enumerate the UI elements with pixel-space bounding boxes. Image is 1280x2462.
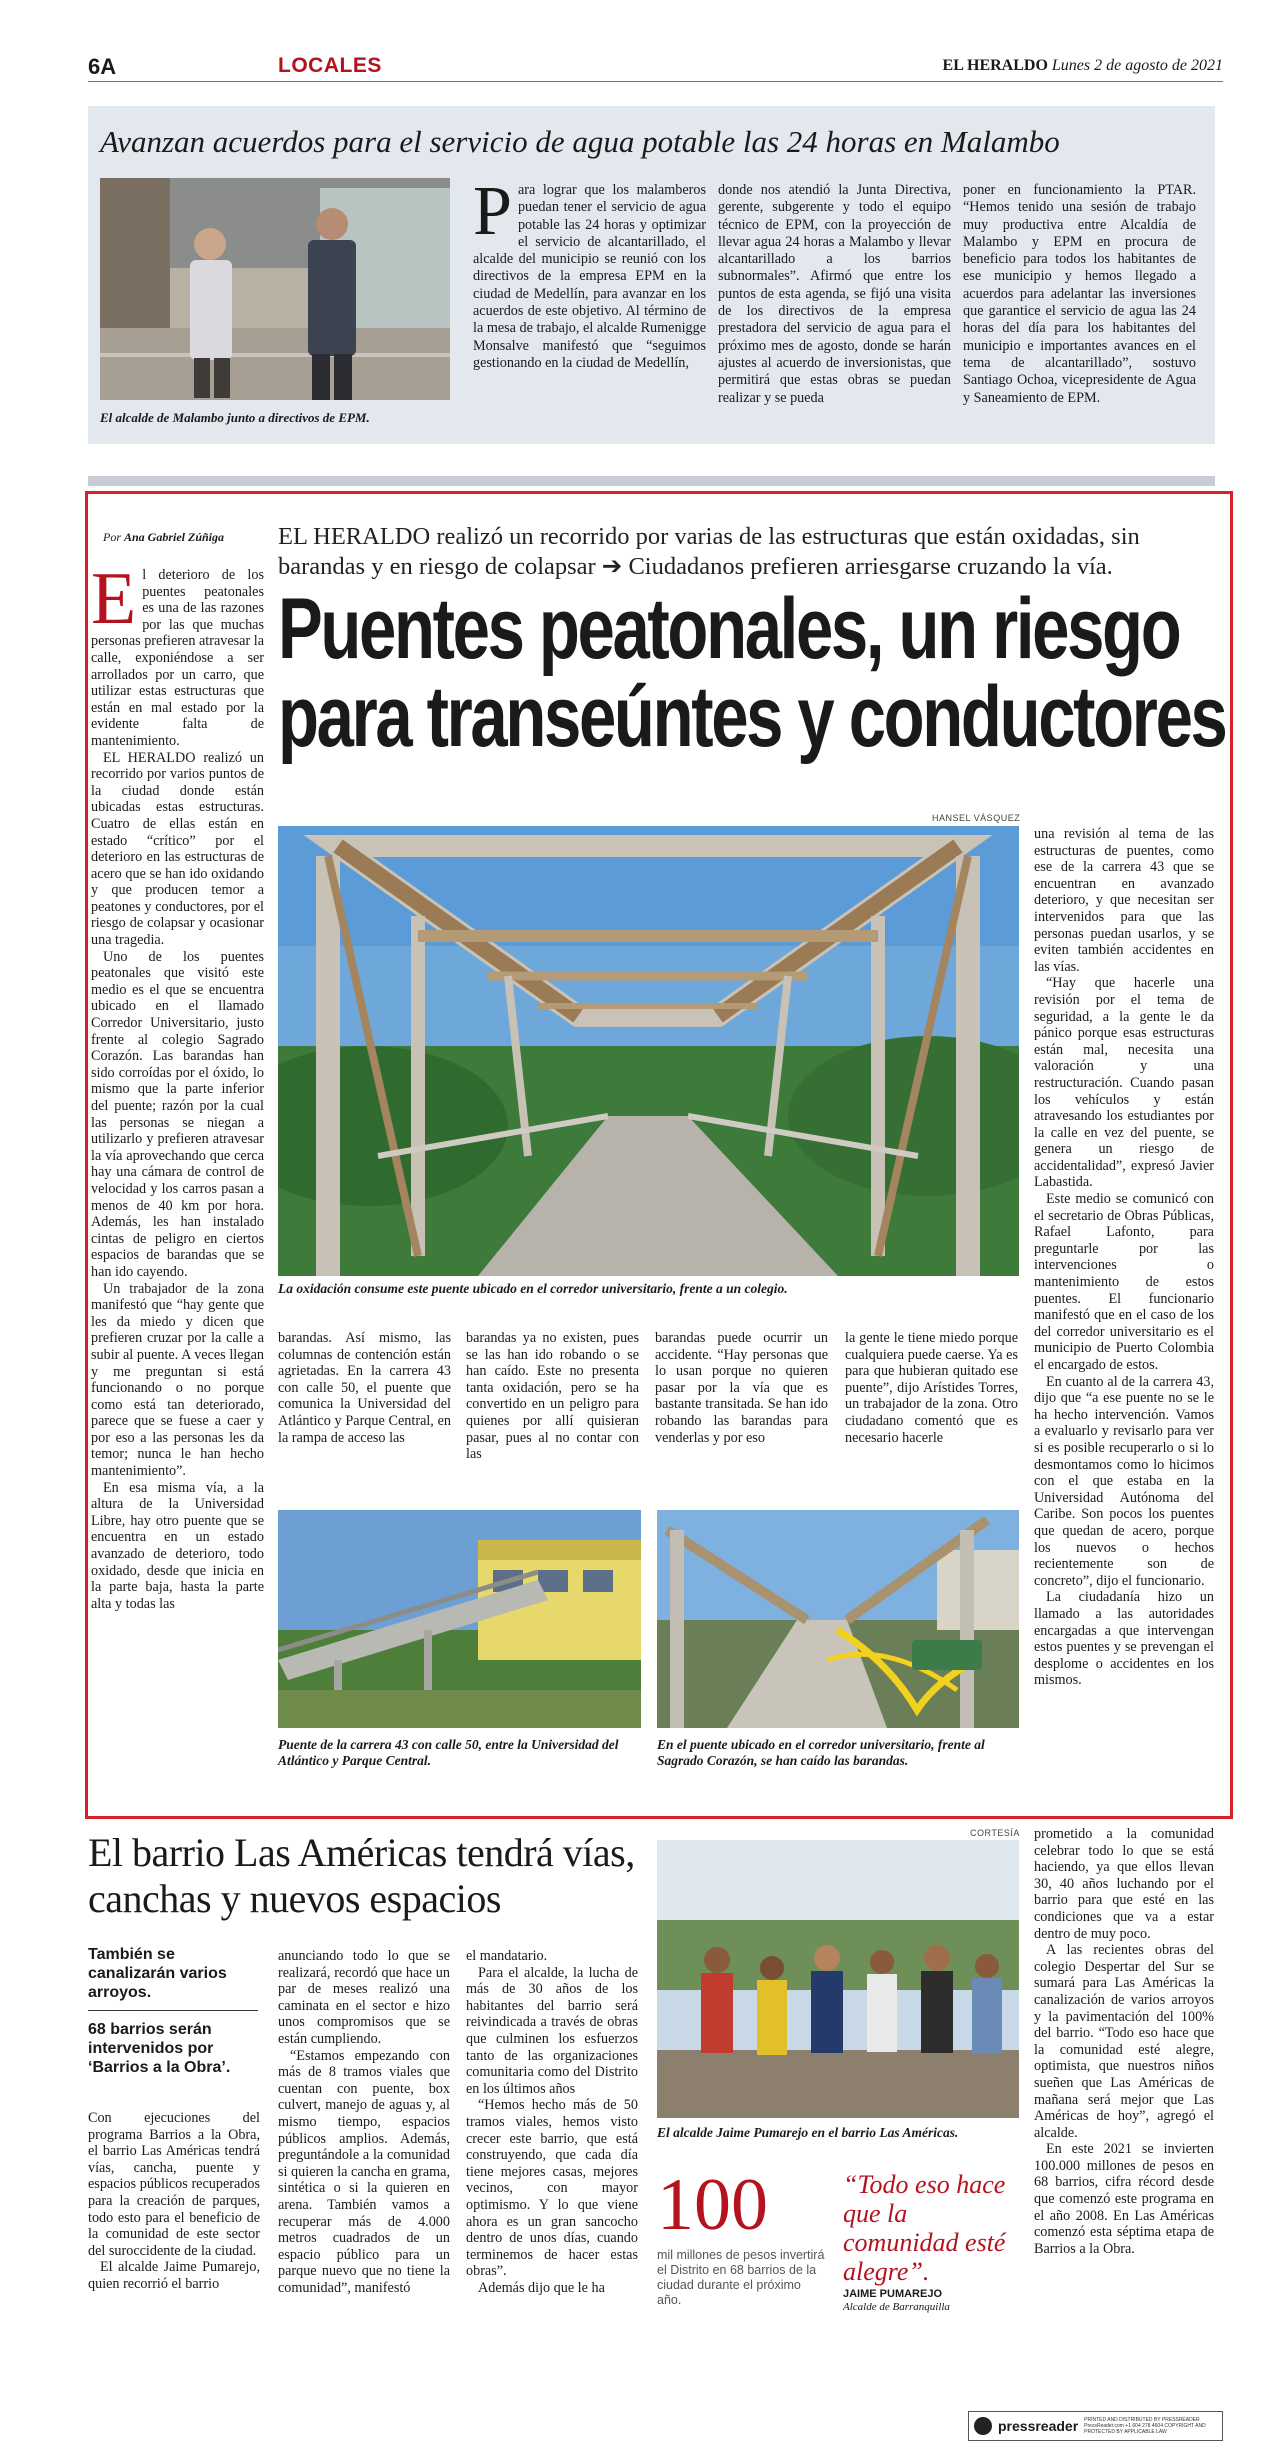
main-mid-column-3: barandas puede ocurrir un accidente. “Hay personas que lo usan porque no quieren pasar por la vía que es bastante transitada. Se han ido robando las barandas para venderlas y por eso	[655, 1330, 828, 1446]
main-mid-column-2: barandas ya no existen, pues se las han ido robando o se han caído. Este no presenta tanta oxidación, pero se ha convertido en un peligro para quienes por allí quisieran pasar, pues al no contar con las	[466, 1330, 639, 1463]
main-photo-credit: HANSEL VÁSQUEZ	[932, 813, 1021, 823]
top-article-column-3: poner en funcionamiento la PTAR. “Hemos tenido una sesión de trabajo muy productiva entre Alcaldía de Malambo y EPM en procura de beneficio para todos los habitantes de ese municipio y hemos llegado a acuerdos para adelantar las inversiones que garantice el servicio de agua las 24 horas del día para los habitantes del municipio e importantes avances en el tema de alcantarillado”, sostuvo Santiago Ochoa, vicepresidente de Agua y Saneamiento de EPM.	[963, 182, 1196, 406]
bottom-highlight-1: También se canalizarán varios arroyos.	[88, 1946, 227, 2001]
main-article-left-column	[91, 558, 264, 1612]
left-col-paragraph: l deterioro de los puentes peatonales es una de las razones por las que muchas personas prefieren atravesar la calle, exponiéndose a ser arrollados por un carro, que utilizar estas estructuras que están en mal estado por la evidente falta de mantenimiento.	[91, 567, 264, 749]
right-col-paragraph: En cuanto al de la carrera 43, dijo que “a ese puente no se le ha hecho intervención. Vamos a evaluarlo y revisarlo para ver si es posible recuperarlo o si lo desmontamos como lo hicimos con el que estaba en la Universidad Autónoma del Caribe. Son pocos los puentes que quedan de acero, porque los nuevos o hechos recientemente son de concreto”, dijo el funcionario.	[1034, 1373, 1214, 1589]
bottom-col2-paragraph: “Estamos empezando con más de 8 tramos viales que cuentan con puente, box culvert, manejo de aguas y, al mismo tiempo, espacios públicos amplios. Además, preguntándole a la comunidad si quieren la cancha en grama, sintética o si la quieren en arena. También vamos a recuperar más de 4.000 metros cuadrados de un espacio público para un parque nuevo que no tiene la comunidad”, manifestó	[278, 2047, 450, 2296]
bottom-article-column-1	[88, 2110, 260, 2293]
left-col-paragraph: Uno de los puentes peatonales que visitó este medio es el que se encuentra ubicado en el llamado Corredor Universitario, justo frente al colegio Sagrado Corazón. Las barandas han sido corroídas por el óxido, lo mismo que la parte inferior del puente; razón por la cual las personas se niegan a utilizarlo y prefieren atravesar la vía aprovechando que cerca hay una cámara de control de velocidad y los carros pasan a menos de 40 km por hora. Además, les han instalado cintas de peligro en ciertos espacios de barandas que se han ido cayendo.	[91, 948, 264, 1280]
stat-number: 100	[657, 2164, 768, 2246]
highlight-divider	[88, 2010, 258, 2011]
bottom-col4-paragraph: prometido a la comunidad celebrar todo lo que se está haciendo, ya que ellos llevan 30, 40 años luchando por el barrio para que esté en las condiciones que va a estar dentro de muy poco.	[1034, 1826, 1214, 1942]
quote-author-role: Alcalde de Barranquilla	[843, 2301, 950, 2313]
paper-name: EL HERALDO	[942, 57, 1048, 74]
left-col-paragraph: EL HERALDO realizó un recorrido por varios puntos de la ciudad donde están ubicadas estas estructuras. Cuatro de ellas están en estado “crítico” por el deterioro en las estructuras de acero que se han ido oxidando y que producen temor a peatones y conductores, por el riesgo de colapsar y ocasionar una tragedia.	[91, 749, 264, 949]
pressreader-badge	[968, 2411, 1223, 2441]
right-col-paragraph: La ciudadanía hizo un llamado a las autoridades encargadas a que intervengan estos puentes y se prevengan el desplome o accidentes en los mismos.	[1034, 1589, 1214, 1689]
byline-prefix: Por	[103, 530, 121, 544]
bottom-article-column-4	[1034, 1826, 1214, 2257]
quote-author: JAIME PUMAREJO	[843, 2288, 943, 2300]
main-article-dropcap: E	[91, 558, 137, 640]
page-number: 6A	[88, 54, 117, 79]
byline	[103, 530, 224, 545]
issue-date: Lunes 2 de agosto de 2021	[1051, 57, 1223, 74]
pressreader-brand: pressreader	[998, 2418, 1079, 2434]
top-article-column-2: donde nos atendió la Junta Directiva, gerente, subgerente y todo el equipo técnico de EPM, con la proyección de llevar agua 24 horas a Malambo y llevar alcantarillado a los barrios subnormales”. Afirmó que entre los puntos de esta agenda, se fijó una visita de los directivos de la empresa prestadora del servicio de agua para el próximo mes de agosto, donde se harán ajustes al acuerdo de inversionistas, que permitirá que estas obras se puedan realizar y se pueda	[718, 182, 951, 406]
masthead	[943, 57, 1223, 75]
bottom-col1-paragraph: El alcalde Jaime Pumarejo, quien recorrió el barrio	[88, 2259, 260, 2292]
page-header	[88, 52, 1223, 82]
pumarejo-photo	[657, 1840, 1019, 2118]
bottom-col1-paragraph: Con ejecuciones del programa Barrios a la Obra, el barrio Las Américas tendrá vías, cancha, puente y espacios públicos recuperados para la creación de parques, todo esto para el beneficio de la comunidad de este sector del suroccidente de la ciudad.	[88, 2110, 260, 2259]
stat-description: mil millones de pesos invertirá el Distrito en 68 barrios de la ciudad durante el próximo año.	[657, 2248, 825, 2307]
top-article-photo-caption: El alcalde de Malambo junto a directivos de EPM.	[100, 410, 370, 425]
bottom-col4-paragraph: En este 2021 se invierten 100.000 millones de pesos en 68 barrios, cifra récord desde que comenzó este programa en el año 2008. En Las Américas comenzó esta séptima etapa de Barrios a la Obra.	[1034, 2141, 1214, 2257]
right-col-paragraph: Este medio se comunicó con el secretario de Obras Públicas, Rafael Lafonto, para preguntarle por las intervenciones o mantenimiento de estos puentes. El funcionario manifestó que en el caso de los del corredor universitario es el municipio de Puerto Colombia el encargado de estos.	[1034, 1191, 1214, 1373]
pressreader-logo-icon	[974, 2417, 992, 2435]
main-mid-column-4: la gente le tiene miedo porque cualquiera puede caerse. Ya es para que hubieran quitado ese puente”, dijo Arístides Torres, un trabajador de la zona. Otro ciudadano comentó que es necesario hacerle	[845, 1330, 1018, 1446]
pull-quote: “Todo eso hace que la comunidad esté alegre”.	[843, 2170, 1006, 2286]
main-article-right-column	[1034, 826, 1214, 1689]
headline-line-2: para transeúntes y conductores	[278, 669, 1226, 765]
main-photo-caption: La oxidación consume este puente ubicado en el corredor universitario, frente a un colegio.	[278, 1281, 788, 1296]
left-col-paragraph: Un trabajador de la zona manifestó que “hay gente que les da miedo y dicen que prefieren cruzar por la calle a subir al puente. A veces llegan y me preguntan si está funcionando o no porque como está tan deteriorado, parece que se fuese a caer y por eso a las personas les da temor; nunca le han hecho mantenimiento”.	[91, 1280, 264, 1480]
bridge-photo-corredor	[657, 1510, 1019, 1728]
main-bridge-photo	[278, 826, 1019, 1276]
bottom-highlight-2: 68 barrios serán intervenidos por ‘Barrios a la Obra’.	[88, 2021, 231, 2076]
bottom-article-column-3	[466, 1948, 638, 2296]
bottom-col3-paragraph: Para el alcalde, la lucha de más de 30 años de los habitantes del barrio será reivindicada a través de obras que culminen los esfuerzos tanto de las organizaciones comunitaria como del Distrito en los últimos años	[466, 1964, 638, 2097]
main-headline	[278, 581, 1226, 765]
right-col-paragraph: “Hay que hacerle una revisión por el tema de seguridad, a la gente le da pánico porque esas estructuras están mal, necesita una valoración y una restructuración. Cuando pasan los vehículos y están atravesando los estudiantes por la calle en vez del puente, se genera un riesgo de accidentalidad”, expresó Javier Labastida.	[1034, 975, 1214, 1191]
bottom-col3-paragraph: Además dijo que le ha	[478, 2279, 605, 2296]
main-article-kicker: EL HERALDO realizó un recorrido por varias de las estructuras que están oxidadas, sin barandas y en riesgo de colapsar ➔ Ciudadanos prefieren arriesgarse cruzando la vía.	[278, 523, 1140, 580]
bottom-col3-paragraph: el mandatario.	[466, 1948, 548, 1964]
top-article-col1-text: ara lograr que los malamberos puedan tener el servicio de agua potable las 24 horas y optimizar el servicio de alcantarillado, el alcalde del municipio se reunió con los directivos de la empresa EPM en la ciudad de Medellín, para avanzar en los acuerdos de este objetivo. Al término de la mesa de trabajo, el alcalde Rumenigge Monsalve manifestó que “seguimos gestionando en la ciudad de Medellín,	[473, 182, 706, 371]
section-name: LOCALES	[278, 54, 382, 77]
top-article-title: Avanzan acuerdos para el servicio de agua potable las 24 horas en Malambo	[100, 124, 1060, 159]
bottom-col4-paragraph: A las recientes obras del colegio Despertar del Sur se sumará para Las Américas la canalización de varios arroyos y la pavimentación del 100% del barrio. “Todo eso hace que la comunidad esté alegre, optimista, que nuestros niños sueñen que Las Américas de mañana será mejor que Las Américas de hoy”, agregó el alcalde.	[1034, 1942, 1214, 2141]
headline-line-1: Puentes peatonales, un riesgo	[278, 581, 1180, 677]
bridge-caption-carrera-43: Puente de la carrera 43 con calle 50, entre la Universidad del Atlántico y Parque Central.	[278, 1737, 619, 1768]
top-article	[88, 106, 1215, 444]
bottom-article-title: El barrio Las Américas tendrá vías, canchas y nuevos espacios	[88, 1830, 635, 1921]
top-article-column-1	[473, 173, 706, 372]
top-article-photo	[100, 178, 450, 400]
bottom-article-column-2	[278, 1948, 450, 2296]
byline-author: Ana Gabriel Zúñiga	[124, 530, 225, 544]
top-article-dropcap: P	[473, 173, 512, 250]
left-col-paragraph: En esa misma vía, a la altura de la Universidad Libre, hay otro puente que se encuentra en un estado avanzado de deterioro, todo oxidado, desde que inicia en la parte baja, hasta la parte alta y todas las	[91, 1479, 264, 1612]
pumarejo-photo-caption: El alcalde Jaime Pumarejo en el barrio Las Américas.	[657, 2125, 959, 2140]
bottom-photo-credit: CORTESÍA	[970, 1828, 1020, 1838]
main-mid-column-1: barandas. Así mismo, las columnas de contención están agrietadas. En la carrera 43 con calle 50, el puente que comunica la Universidad del Atlántico y Parque Central, en la rampa de acceso las	[278, 1330, 451, 1446]
pressreader-fine-print: PRINTED AND DISTRIBUTED BY PRESSREADER PressReader.com +1 604 278 4604 COPYRIGHT AND PROTECTED BY APPLICABLE LAW	[1084, 2417, 1206, 2435]
bridge-photo-carrera-43	[278, 1510, 641, 1728]
bottom-col3-paragraph: “Hemos hecho más de 50 tramos viales, hemos visto crecer este barrio, que está construyendo, que cada día tiene mejores casas, mejores vecinos, con mayor optimismo. Y lo que viene ahora es un gran sancocho dentro de unos días, cuando terminemos de hacer estas obras”.	[466, 2097, 638, 2280]
right-col-paragraph: una revisión al tema de las estructuras de puentes, como ese de la carrera 43 que se encuentran en avanzado deterioro, y que necesitan ser intervenidos para que las personas puedan usarlos, y se eviten también accidentes en las vías.	[1034, 826, 1214, 975]
bridge-caption-corredor: En el puente ubicado en el corredor universitario, frente al Sagrado Corazón, se han caído las barandas.	[657, 1737, 985, 1768]
bottom-col2-paragraph: anunciando todo lo que se realizará, recordó que hace un par de meses realizó una caminata en el sector e hizo unos compromisos que se están cumpliendo.	[278, 1948, 450, 2047]
section-separator	[88, 476, 1215, 486]
